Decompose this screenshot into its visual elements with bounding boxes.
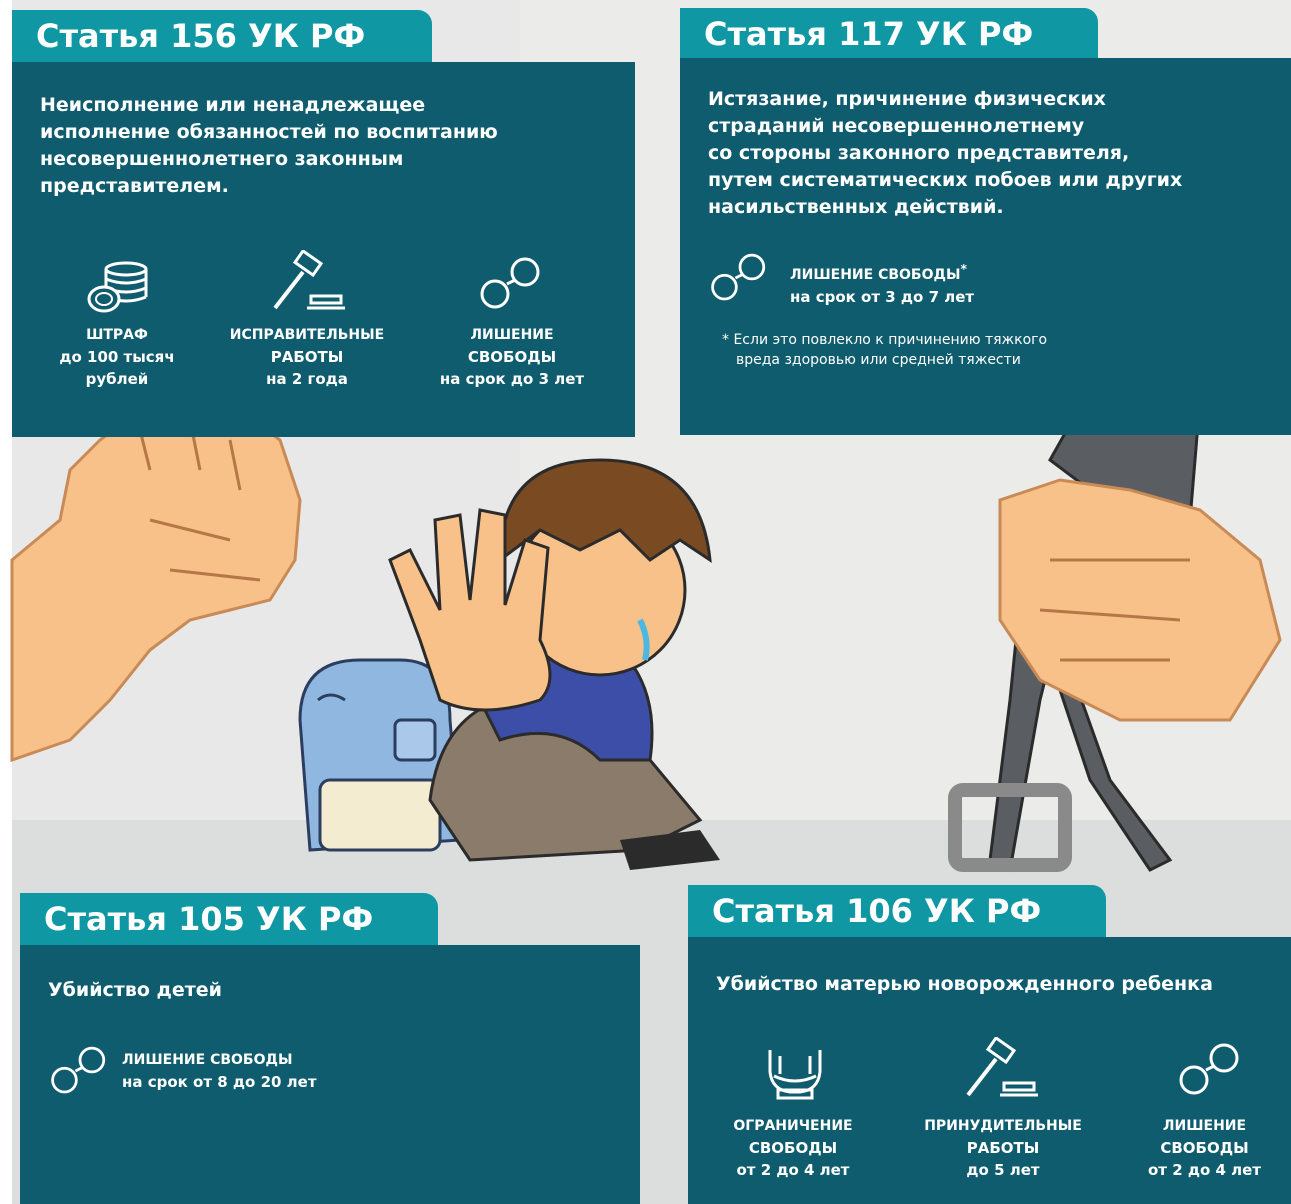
penalty-line: РАБОТЫ [270,348,344,366]
penalty-title: ШТРАФ [86,327,148,343]
article-156-panel [12,62,635,437]
article-117-desc-line: со стороны законного представителя, [708,142,1130,164]
penalty-title: ЛИШЕНИЕ [470,327,554,343]
article-156-title: Статья 156 УК РФ [36,17,366,55]
penalty-title: ЛИШЕНИЕ СВОБОДЫ [790,267,961,283]
handcuffs-icon [477,254,547,314]
article-106-penalty-imprisonment [1118,1115,1291,1181]
penalty-line: на срок до 3 лет [439,370,585,388]
coins-icon [84,257,154,317]
article-156-desc-line: несовершеннолетнего законным [40,148,404,170]
penalty-line: на 2 года [266,370,348,388]
article-105-tab [20,893,438,945]
article-117-title: Статья 117 УК РФ [704,15,1034,53]
handcuffs-icon [1176,1040,1246,1100]
article-117-desc-line: страданий несовершеннолетнему [708,115,1085,137]
child-illustration [390,460,720,870]
article-106-penalty-forced-labor [893,1115,1113,1181]
penalty-line: СВОБОДЫ [467,348,557,366]
handcuffs-icon [708,250,772,306]
article-105-penalty [122,1049,442,1093]
penalty-line: рублей [85,370,149,388]
handcuffs-icon [48,1043,112,1099]
gavel-icon [960,1037,1040,1102]
penalty-title: ЛИШЕНИЕ [1162,1118,1247,1134]
left-fist-illustration [12,400,300,760]
penalty-title: ПРИНУДИТЕЛЬНЫЕ [924,1118,1082,1134]
article-106-description: Убийство матерью новорожденного ребенка [716,973,1213,995]
penalty-line: СВОБОДЫ [748,1139,838,1157]
penalty-line: РАБОТЫ [966,1139,1040,1157]
article-156-penalty-fine [22,324,212,390]
penalty-title: ЛИШЕНИЕ СВОБОДЫ [122,1052,293,1068]
article-106-title: Статья 106 УК РФ [712,892,1042,930]
footnote-line: вреда здоровью или средней тяжести [736,352,1021,368]
article-156-desc-line: Неисполнение или ненадлежащее [40,94,426,116]
article-117-desc-line: Истязание, причинение физических [708,88,1106,110]
footnote-mark: * [960,261,968,276]
article-156-penalty-corrective-work [202,324,412,390]
article-117-desc-line: насильственных действий. [708,196,1004,218]
penalty-title: ОГРАНИЧЕНИЕ [733,1118,853,1134]
article-105-panel [20,945,640,1204]
penalty-line: от 2 до 4 лет [736,1161,850,1179]
article-156-penalty-imprisonment [412,324,612,390]
article-117-tab [680,8,1098,60]
article-105-description: Убийство детей [48,979,222,1001]
penalty-title: ИСПРАВИТЕЛЬНЫЕ [229,327,385,343]
article-117-desc-line: путем систематических побоев или других [708,169,1183,191]
penalty-line: на срок от 3 до 7 лет [790,288,975,306]
article-106-tab [688,885,1106,937]
gavel-icon [267,250,347,315]
penalty-line: СВОБОДЫ [1160,1139,1249,1157]
article-117-penalty [790,258,1090,308]
penalty-line: от 2 до 4 лет [1147,1161,1262,1179]
article-105-title: Статья 105 УК РФ [44,900,374,938]
article-117-panel [680,58,1291,435]
article-117-footnote [722,330,1282,370]
article-106-panel [688,937,1291,1204]
article-156-description [40,92,630,200]
article-117-description [708,86,1288,221]
penalty-line: до 100 тысяч [59,348,175,366]
article-156-desc-line: представителем. [40,175,229,197]
article-156-desc-line: исполнение обязанностей по воспитанию [40,121,498,143]
article-156-tab [12,10,432,62]
restraint-hands-icon [760,1042,830,1102]
penalty-line: на срок от 8 до 20 лет [122,1073,317,1091]
article-106-penalty-restriction [698,1115,888,1181]
penalty-line: до 5 лет [966,1161,1040,1179]
footnote-line: * Если это повлекло к причинению тяжкого [722,332,1048,348]
